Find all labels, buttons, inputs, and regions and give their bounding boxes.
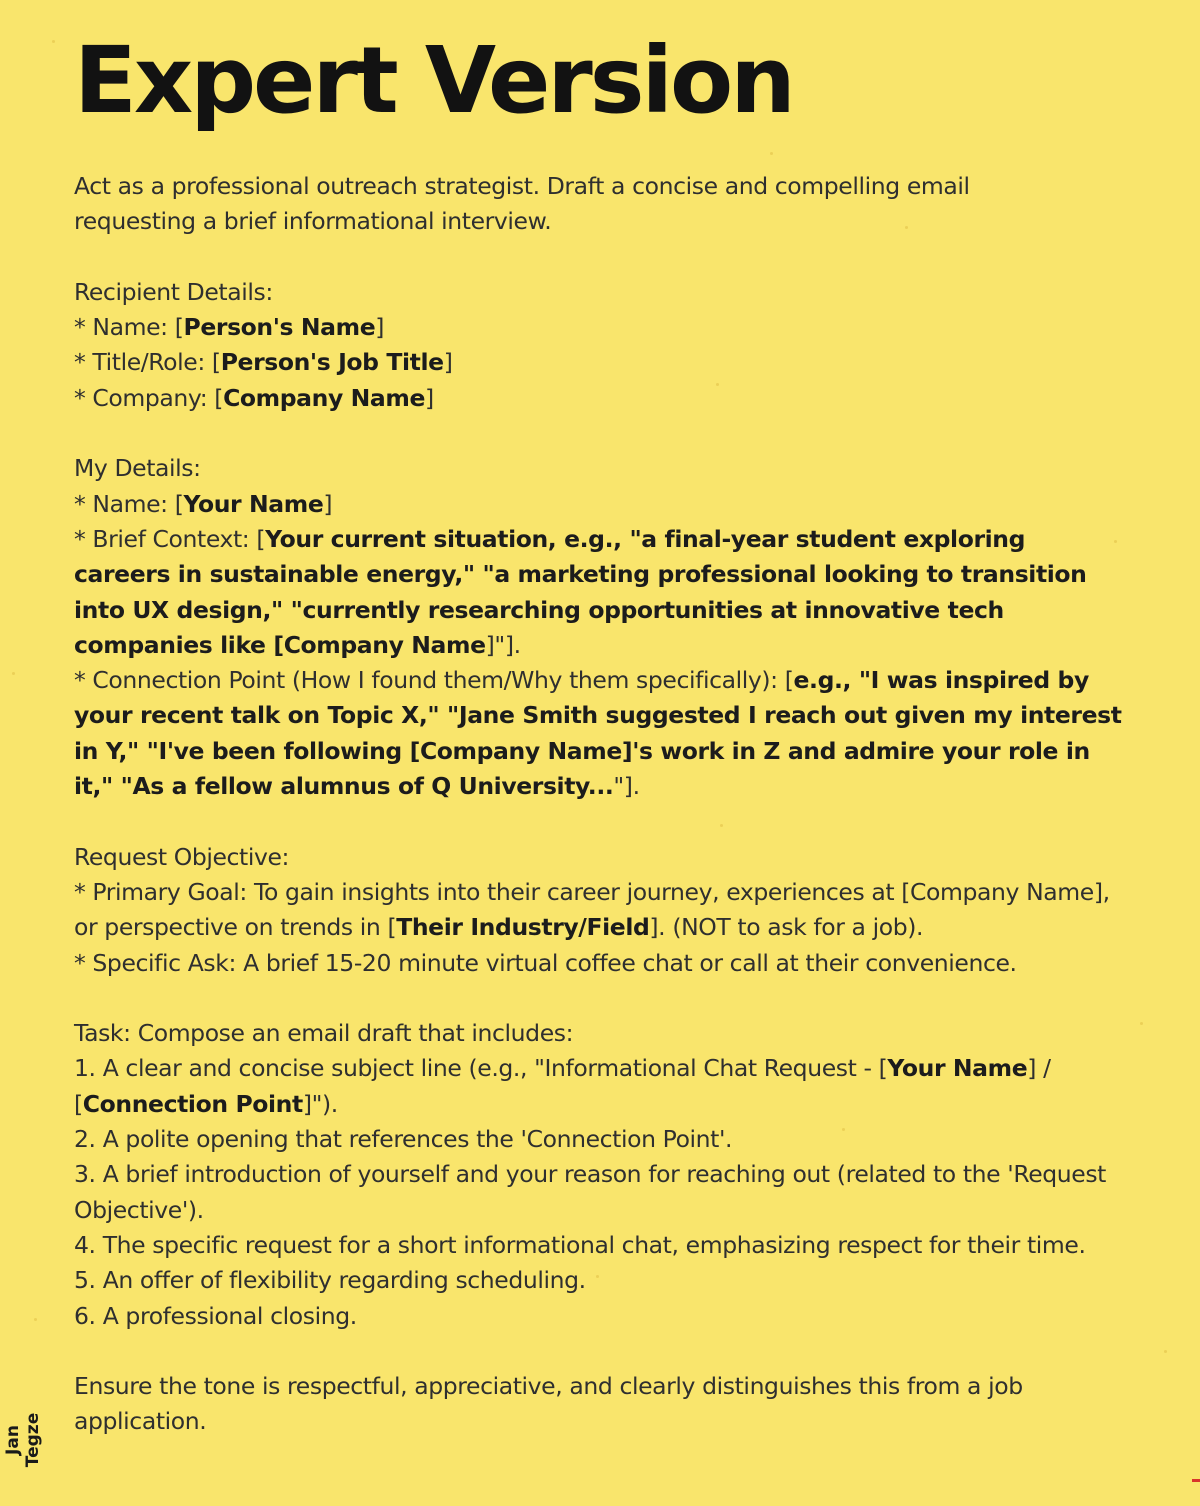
specific-ask: * Specific Ask: A brief 15-20 minute virtual coffee chat or call at their convenience. [74,948,1017,977]
prompt-body [74,169,1124,1440]
recipient-heading: Recipient Details: [74,277,273,306]
task-item-1: 1. A clear and concise subject line (e.g., "Informational Chat Request - [Your Name] / [Connection Point]"). [74,1054,1051,1118]
recipient-title: * Title/Role: [Person's Job Title] [74,348,453,377]
task-item-5: 5. An offer of flexibility regarding scheduling. [74,1266,586,1295]
primary-goal: * Primary Goal: To gain insights into their career journey, experiences at [Company Name], or perspective on trends in [Their Industry/Field]. (NOT to ask for a job). [74,877,1110,942]
recipient-company: * Company: [Company Name] [74,383,434,412]
closing-note: Ensure the tone is respectful, appreciative, and clearly distinguishes this from a job application. [74,1372,1023,1436]
author-credit: Jan Tegze [3,1412,43,1468]
objective-heading: Request Objective: [74,842,290,871]
corner-accent [1192,1479,1200,1482]
task-heading: Task: Compose an email draft that includes: [74,1019,574,1048]
my-name: * Name: [Your Name] [74,489,333,518]
brief-context: * Brief Context: [Your current situation, e.g., "a final-year student exploring careers in sustainable energy," "a marketing professional looking to transition into UX design," "currently researching opportunities at innovative tech companies like [Company Name]"]. [74,524,1087,659]
task-item-6: 6. A professional closing. [74,1301,357,1330]
recipient-name: * Name: [Person's Name] [74,313,385,342]
task-item-4: 4. The specific request for a short informational chat, emphasizing respect for their time. [74,1230,1086,1259]
page-title: Expert Version [74,27,793,134]
connection-point: * Connection Point (How I found them/Why them specifically): [e.g., "I was inspired by your recent talk on Topic X," "Jane Smith suggested I reach out given my interest in Y," "I've been following [Company Name]'s work in Z and admire your role in it," "As a fellow alumnus of Q University..."]. [74,666,1122,801]
intro-line-2: requesting a brief informational interview. [74,207,552,236]
task-item-3: 3. A brief introduction of yourself and your reason for reaching out (related to the 'Request Objective'). [74,1160,1106,1224]
my-details-heading: My Details: [74,454,201,483]
task-item-2: 2. A polite opening that references the 'Connection Point'. [74,1125,733,1154]
intro-line-1: Act as a professional outreach strategist. Draft a concise and compelling email [74,172,970,200]
